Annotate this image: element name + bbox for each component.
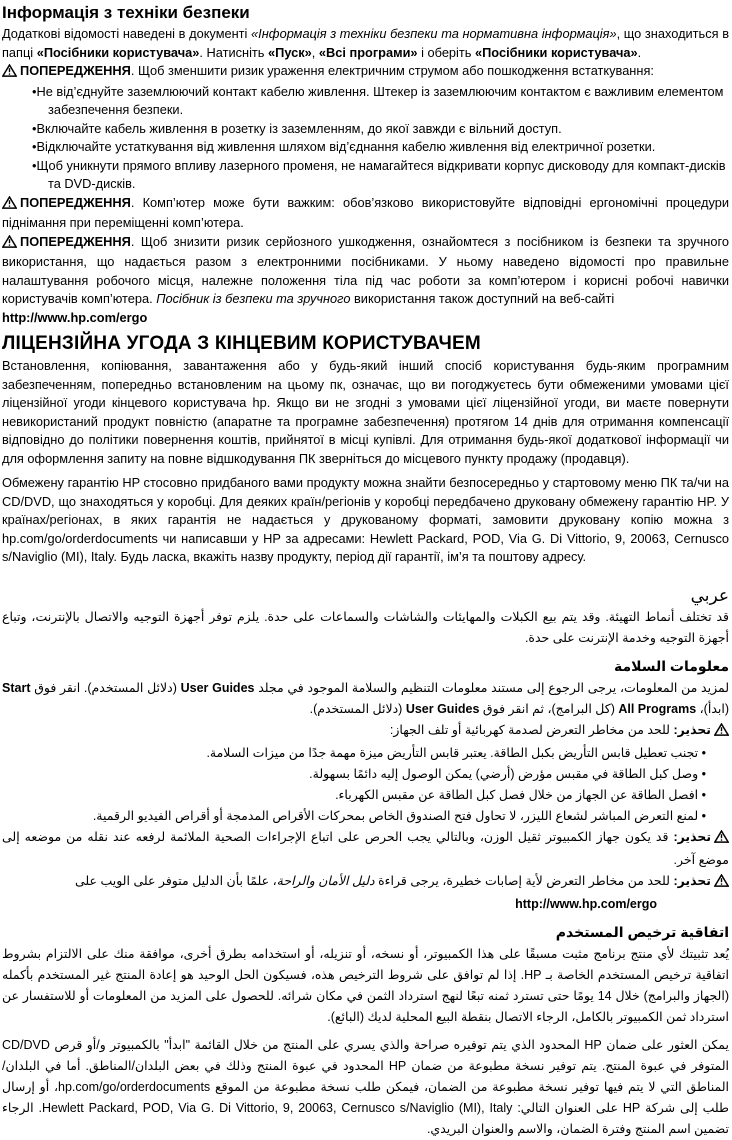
ar-language-title: عربي — [690, 585, 729, 605]
ar-warning-2 — [2, 827, 729, 871]
list-item — [2, 785, 729, 806]
warning-triangle-icon — [714, 829, 729, 850]
list-item-text: Включайте кабель живлення в розетку із заземленням, до якої завжди є вільний доступ. — [36, 120, 562, 136]
ar-warning-3 — [2, 871, 729, 894]
document-page — [2, 3, 729, 1140]
ua-warning-2 — [2, 194, 729, 233]
warning-triangle-icon — [2, 196, 17, 215]
ua-license-paragraph-2: Обмежену гарантію HP стосовно придбаного вами продукту можна знайти безпосередньо у стартовому меню ПК та/чи на CD/DVD, що знаходяться у коробці. Для деяких країн/регіонів у коробці передбачено друковану обмежену гарантію HP. У країнах/регіонах, в яких гарантія не надається у друкованому форматі, замовити друковану копію можна з hp.com/go/orderdocuments чи написавши у HP за адресами: Hewlett Packard, POD, Via G. Di Vittorio, 9, 20063, Cernusco s/Naviglio (MI), Italy. Будь ласка, вкажіть назву продукту, період дії гарантії, ім’я та поштову адресу. — [2, 475, 729, 564]
ua-warning-1-text: ПОПЕРЕДЖЕННЯ. Щоб зменшити ризик ураження електричним струмом або пошкодження встаткування: — [20, 63, 654, 78]
ar-safety-title: معلومات السلامة — [613, 657, 729, 674]
ua-warning-3 — [2, 233, 729, 309]
warning-triangle-icon — [714, 722, 729, 743]
ua-warning-1 — [2, 62, 729, 83]
list-item-text: وصل كبل الطاقة في مقبس مؤرض (أرضي) يمكن الوصول إليه دائمًا بسهولة. — [309, 766, 699, 781]
bullet-icon: • — [698, 808, 706, 823]
list-item-text: افصل الطاقة عن الجهاز من خلال فصل كبل الطاقة عن مقبس الكهرباء. — [335, 787, 699, 802]
ar-license-paragraph-2: يمكن العثور على ضمان HP المحدود الذي يتم توفيره صراحة والذي يسري على المنتج من خلال القائمة "ابدأ" بالكمبيوتر و/أو قرص CD/DVD المتوفر في عبوة المنتج. يتم توفير نسخة مطبوعة من ضمان HP المحدود في عبوة المنتج وذلك في بعض البلدان/المناطق. أما في البلدان/المناطق التي لا يتم فيها توفير نسخة مطبوعة من الضمان، فيمكن طلب نسخة مطبوعة من الموقع hp.com/go/orderdocuments، أو إرسال طلب إلى شركة HP على العنوان التالي: Hewlett Packard, POD, Via G. Di Vittorio, 9, 20063, Cernusco s/Naviglio (MI), Italy. الرجاء تضمين اسم المنتج وفترة الضمان، والاسم والعنوان البريدي. — [2, 1037, 730, 1136]
ua-warning-3-text: ПОПЕРЕДЖЕННЯ. Щоб знизити ризик серйозного ушкодження, ознайомтеся з посібником із безпеки та зручного використання, що надається разом з електронними посібниками. У ньому наведено відомості про правильне налаштування робочого місця, належне положення тіла під час роботи за комп’ютером і корисні робочі навички користувачів комп’ютера. Посібник із безпеки та зручного використання також доступний на веб-сайті — [2, 233, 729, 306]
list-item — [2, 120, 729, 139]
ukrainian-section — [2, 3, 729, 567]
ua-ergo-url: http://www.hp.com/ergo — [2, 309, 148, 325]
bullet-icon: • — [698, 745, 706, 760]
list-item — [2, 743, 729, 764]
bullet-icon: • — [32, 120, 37, 136]
list-item-text: Щоб уникнути прямого впливу лазерного променя, не намагайтеся відкривати корпус дисководу для компакт-дисків та DVD-дисків. — [36, 157, 726, 191]
list-item — [2, 764, 729, 785]
list-item — [2, 157, 729, 194]
ua-warning-bullet-list — [2, 83, 729, 194]
bullet-icon: • — [698, 766, 706, 781]
ua-warning-2-text: ПОПЕРЕДЖЕННЯ. Комп’ютер може бути важким: обов’язково використовуйте відповідні ергономічні процедури піднімання при переміщенні комп’ютера. — [2, 194, 729, 230]
list-item-text: لمنع التعرض المباشر لشعاع الليزر، لا تحاول فتح الصندوق الخاص بمحركات الأقراص المدمجة أو أقراص الفيديو الرقمية. — [92, 808, 699, 823]
bullet-icon: • — [32, 157, 37, 173]
bullet-icon: • — [32, 83, 37, 99]
list-item-text: Не від’єднуйте заземлюючий контакт кабелю живлення. Штекер із заземлюючим контактом є важливим елементом забезпечення безпеки. — [36, 83, 724, 117]
list-item — [2, 83, 729, 120]
warning-triangle-icon — [2, 64, 17, 83]
ar-license-paragraph-1: يُعد تثبيتك لأي منتج برنامج مثبت مسبقًا على هذا الكمبيوتر، أو نسخه، أو تنزيله، أو استخدامه بطرق أخرى، موافقة منك على الالتزام بشروط اتفاقية ترخيص المستخدم الخاصة بـ HP. إذا لم توافق على شروط الترخيص هذه، فسيكون الحل الوحيد هو إعادة المنتج غير المستخدم بأكمله (الجهاز والبرامج) خلال 14 يومًا حتى تسترد ثمنه تبعًا لنهج استرداد الثمن في مكان شرائه. للحصول على المزيد من المعلومات أو للاستفسار عن استرداد ثمن الكمبيوتر بالكامل، الرجاء الاتصال بنقطة البيع المحلية لديك (البائع). — [2, 946, 729, 1024]
ar-warning-1-text: تحذير: للحد من مخاطر التعرض لصدمة كهربائية أو تلف الجهاز: — [389, 722, 711, 737]
warning-triangle-icon — [714, 873, 729, 894]
list-item — [2, 806, 729, 827]
list-item-text: تجنب تعطيل قابس التأريض بكبل الطاقة. يعتبر قابس التأريض ميزة مهمة جدًا من ميزات السلامة. — [206, 745, 699, 760]
ua-license-title: ЛІЦЕНЗІЙНА УГОДА З КІНЦЕВИМ КОРИСТУВАЧЕМ — [2, 333, 481, 354]
ar-ergo-url: http://www.hp.com/ergo — [515, 896, 657, 911]
ar-safety-paragraph: لمزيد من المعلومات، يرجى الرجوع إلى مستند معلومات التنظيم والسلامة الموجود في مجلد User Guides (دلائل المستخدم). انقر فوق Start (ابدأ)، All Programs (كل البرامج)، ثم انقر فوق User Guides (دلائل المستخدم). — [2, 680, 730, 716]
bullet-icon: • — [698, 787, 706, 802]
ar-license-title: اتفاقية ترخيص المستخدم — [555, 923, 729, 940]
list-item-text: Відключайте устаткування від живлення шляхом від’єднання кабелю живлення від електричної розетки. — [36, 139, 656, 154]
ua-license-paragraph-1: Встановлення, копіювання, завантаження або у будь-який інший спосіб користування будь-яким програмним забезпеченням, попередньо встановленим на цьому пк, означає, що ви погоджуєтесь бути обмеженими умовами цієї ліцензійної угоди кінцевого користувача hp. Якщо ви не згодні з умовами цієї ліцензійної угоди, ви маєте повернути невикористаний продукт повністю (апаратне та програмне забезпечення) протягом 14 днів для отримання компенсації відповідно до політики повернення коштів, прийнятої в місці купівлі. Для отримання будь-якої додаткової інформації чи для оформлення запиту на повне відшкодування ПК зверніться до місцевого пункту продажу (продавця). — [2, 358, 729, 466]
bullet-icon: • — [32, 139, 37, 154]
ar-warning-2-text: تحذير: قد يكون جهاز الكمبيوتر ثقيل الوزن، وبالتالي يجب الحرص على اتباع الإجراءات الصحية الملائمة لرفعه عند نقله من موضعه إلى موضع آخر. — [2, 829, 729, 867]
warning-triangle-icon — [2, 235, 17, 254]
ar-warning-1 — [2, 720, 729, 743]
ua-safety-title: Інформація з техніки безпеки — [2, 3, 250, 22]
ar-warning-bullet-list — [2, 743, 729, 827]
ua-intro-paragraph: Додаткові відомості наведені в документі «Інформація з техніки безпеки та нормативна інформація», що знаходиться в папці «Посібники користувача». Натисніть «Пуск», «Всі програми» і оберіть «Посібники користувача». — [2, 26, 729, 60]
ar-intro-paragraph: قد تختلف أنماط التهيئة. وقد يتم بيع الكبلات والمهايئات والشاشات والسماعات على حدة. يلزم توفر أجهزة التوجيه والاتصال بالإنترنت، وتباع أجهزة التوجيه وخدمة الإنترنت على حدة. — [2, 609, 729, 645]
list-item — [2, 138, 729, 157]
arabic-section — [2, 585, 729, 1140]
ar-warning-3-text: تحذير: للحد من مخاطر التعرض لأية إصابات خطيرة، يرجى قراءة دليل الأمان والراحة، علمًا بأن الدليل متوفر على الويب على — [74, 873, 711, 888]
